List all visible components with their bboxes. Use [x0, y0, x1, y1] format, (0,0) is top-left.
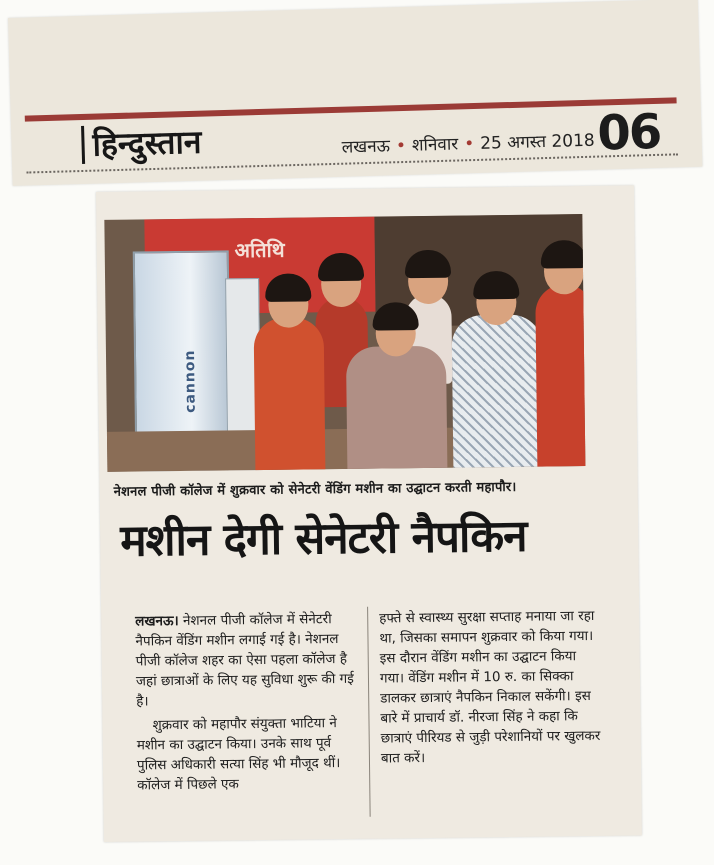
dot-separator: • — [395, 135, 407, 157]
masthead-date: 25 अगस्त 2018 — [479, 130, 596, 154]
newspaper-name: हिन्दुस्तान — [81, 123, 202, 164]
photo-caption: नेशनल पीजी कॉलेज में शुक्रवार को सेनेटरी वेंडिंग मशीन का उद्घाटन करती महापौर। — [113, 479, 517, 500]
article-dateline: लखनऊ। — [135, 613, 179, 630]
article-paragraph — [135, 609, 358, 712]
paragraph-text: नेशनल पीजी कॉलेज में सेनेटरी नैपकिन वेंडिंग मशीन लगाई गई है। नेशनल पीजी कॉलेज शहर का ऐसा पहला कॉलेज है जहां छात्राओं के लिए यह सुविधा शुरू की गई है। — [135, 611, 354, 710]
machine-brand-label: cannon — [181, 349, 199, 413]
column-divider — [367, 607, 371, 817]
masthead-day: शनिवार — [411, 134, 459, 156]
article-headline: मशीन देगी सेनेटरी नैपकिन — [119, 510, 527, 567]
masthead-city: लखनऊ — [341, 136, 391, 158]
person-figure — [346, 346, 448, 472]
banner-text: अतिथि — [234, 237, 285, 263]
article-paragraph: शुक्रवार को महापौर संयुक्ता भाटिया ने मशीन का उद्घाटन किया। उनके साथ पूर्व पुलिस अधिकारी सत्या सिंह भी मौजूद थीं। कॉलेज में पिछले एक — [136, 715, 341, 794]
newspaper-masthead — [8, 0, 702, 186]
dot-separator: • — [463, 134, 475, 155]
masthead-red-rule — [25, 97, 677, 121]
article-paragraph: हफ्ते से स्वास्थ्य सुरक्षा सप्ताह मनाया जा रहा था, जिसका समापन शुक्रवार को किया गया। इस दौरान वेंडिंग मशीन का उद्घाटन किया गया। वेंडिंग मशीन में 10 रु. का सिक्का डालकर छात्राएं नैपकिन निकाल सकेंगी। इस बारे में प्राचार्य डॉ. नीरजा सिंह ने कहा कि छात्राएं पीरियड से जुड़ी परेशानियों पर खुलकर बात करें। — [379, 607, 601, 767]
article-photo — [104, 214, 585, 472]
page-number: 06 — [596, 103, 662, 162]
person-figure — [535, 284, 585, 472]
article-clipping — [96, 185, 642, 842]
person-figure — [254, 317, 326, 472]
article-column-1 — [135, 609, 359, 800]
article-column-2 — [379, 606, 603, 773]
person-figure — [452, 315, 544, 472]
masthead-dateline — [341, 128, 595, 158]
